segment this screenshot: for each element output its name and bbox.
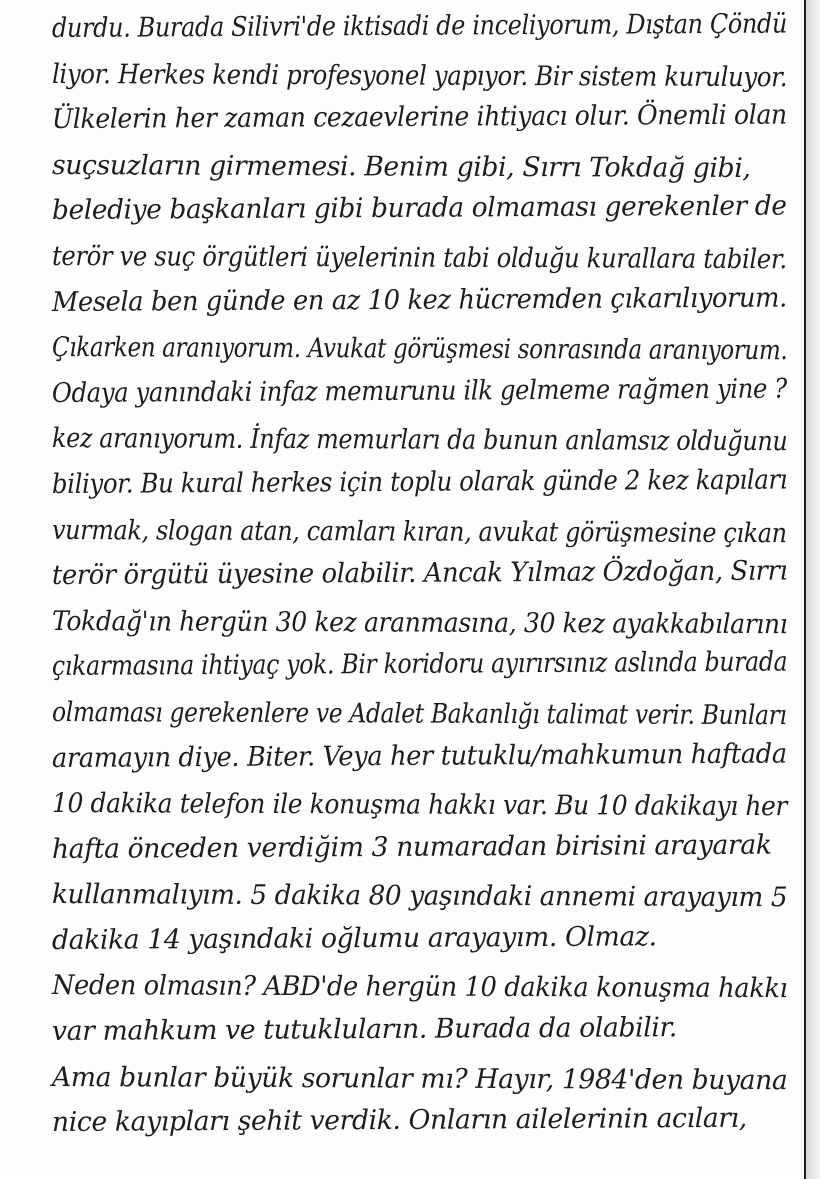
handwritten-line-14: Tokdağ'ın hergün 30 kez aranmasına, 30 kez ayakkabılarını bbox=[51, 605, 788, 640]
handwritten-line-11: biliyor. Bu kural herkes için toplu olarak günde 2 kez kapıları bbox=[51, 464, 788, 500]
handwritten-line-6: terör ve suç örgütleri üyelerinin tabi olduğu kurallara tabiler. bbox=[51, 240, 787, 276]
handwritten-line-7: Mesela ben günde en az 10 kez hücremden çıkarılıyorum. bbox=[51, 282, 788, 318]
page-right-border bbox=[804, 0, 806, 1179]
handwritten-line-21: dakika 14 yaşındaki oğlumu arayayım. Olmaz. bbox=[51, 921, 657, 956]
handwritten-line-16: olmaması gerekenlere ve Adalet Bakanlığı talimat verir. Bunları bbox=[51, 696, 787, 732]
handwritten-line-10: kez aranıyorum. İnfaz memurları da bunun anlamsız olduğunu bbox=[51, 423, 788, 458]
handwritten-line-17: aramayın diye. Biter. Veya her tutuklu/mahkumun haftada bbox=[51, 738, 787, 774]
handwritten-line-5: belediye başkanları gibi burada olmaması gerekenler de bbox=[51, 190, 787, 227]
handwritten-text-block bbox=[52, 6, 797, 1146]
handwritten-line-24: Ama bunlar büyük sorunlar mı? Hayır, 1984'den buyana bbox=[51, 1061, 788, 1096]
handwritten-line-18: 10 dakika telefon ile konuşma hakkı var. Bu 10 dakikayı her bbox=[51, 788, 788, 823]
page-edge-shadow bbox=[806, 0, 820, 1179]
handwritten-line-8: Çıkarken aranıyorum. Avukat görüşmesi sonrasında aranıyorum. bbox=[51, 332, 788, 367]
handwritten-line-20: kullanmalıyım. 5 dakika 80 yaşındaki annemi arayayım 5 bbox=[51, 879, 788, 914]
handwritten-line-15: çıkarmasına ihtiyaç yok. Bir koridoru ayırırsınız aslında burada bbox=[51, 646, 788, 683]
handwritten-line-9: Odaya yanındaki infaz memurunu ilk gelmeme rağmen yine ? bbox=[51, 373, 787, 409]
handwritten-line-13: terör örgütü üyesine olabilir. Ancak Yılmaz Özdoğan, Sırrı bbox=[51, 555, 788, 592]
handwritten-line-4: suçsuzların girmemesi. Benim gibi, Sırrı Tokdağ gibi, bbox=[51, 149, 751, 184]
handwritten-line-2: liyor. Herkes kendi profesyonel yapıyor. Bir sistem kuruluyor. bbox=[51, 58, 788, 93]
handwritten-line-3: Ülkelerin her zaman cezaevlerine ihtiyacı olur. Önemli olan bbox=[51, 99, 787, 136]
handwritten-line-1: durdu. Burada Silivri'de iktisadi de inceliyorum, Dıştan Çöndü bbox=[51, 8, 788, 44]
handwritten-line-25: nice kayıpları şehit verdik. Onların ailelerinin acıları, bbox=[51, 1103, 747, 1139]
handwritten-line-23: var mahkum ve tutukluların. Burada da olabilir. bbox=[51, 1012, 678, 1048]
handwritten-line-19: hafta önceden verdiğim 3 numaradan birisini arayarak bbox=[51, 829, 772, 865]
handwritten-line-12: vurmak, slogan atan, camları kıran, avukat görüşmesine çıkan bbox=[51, 514, 787, 549]
handwritten-line-22: Neden olmasın? ABD'de hergün 10 dakika konuşma hakkı bbox=[51, 970, 788, 1005]
